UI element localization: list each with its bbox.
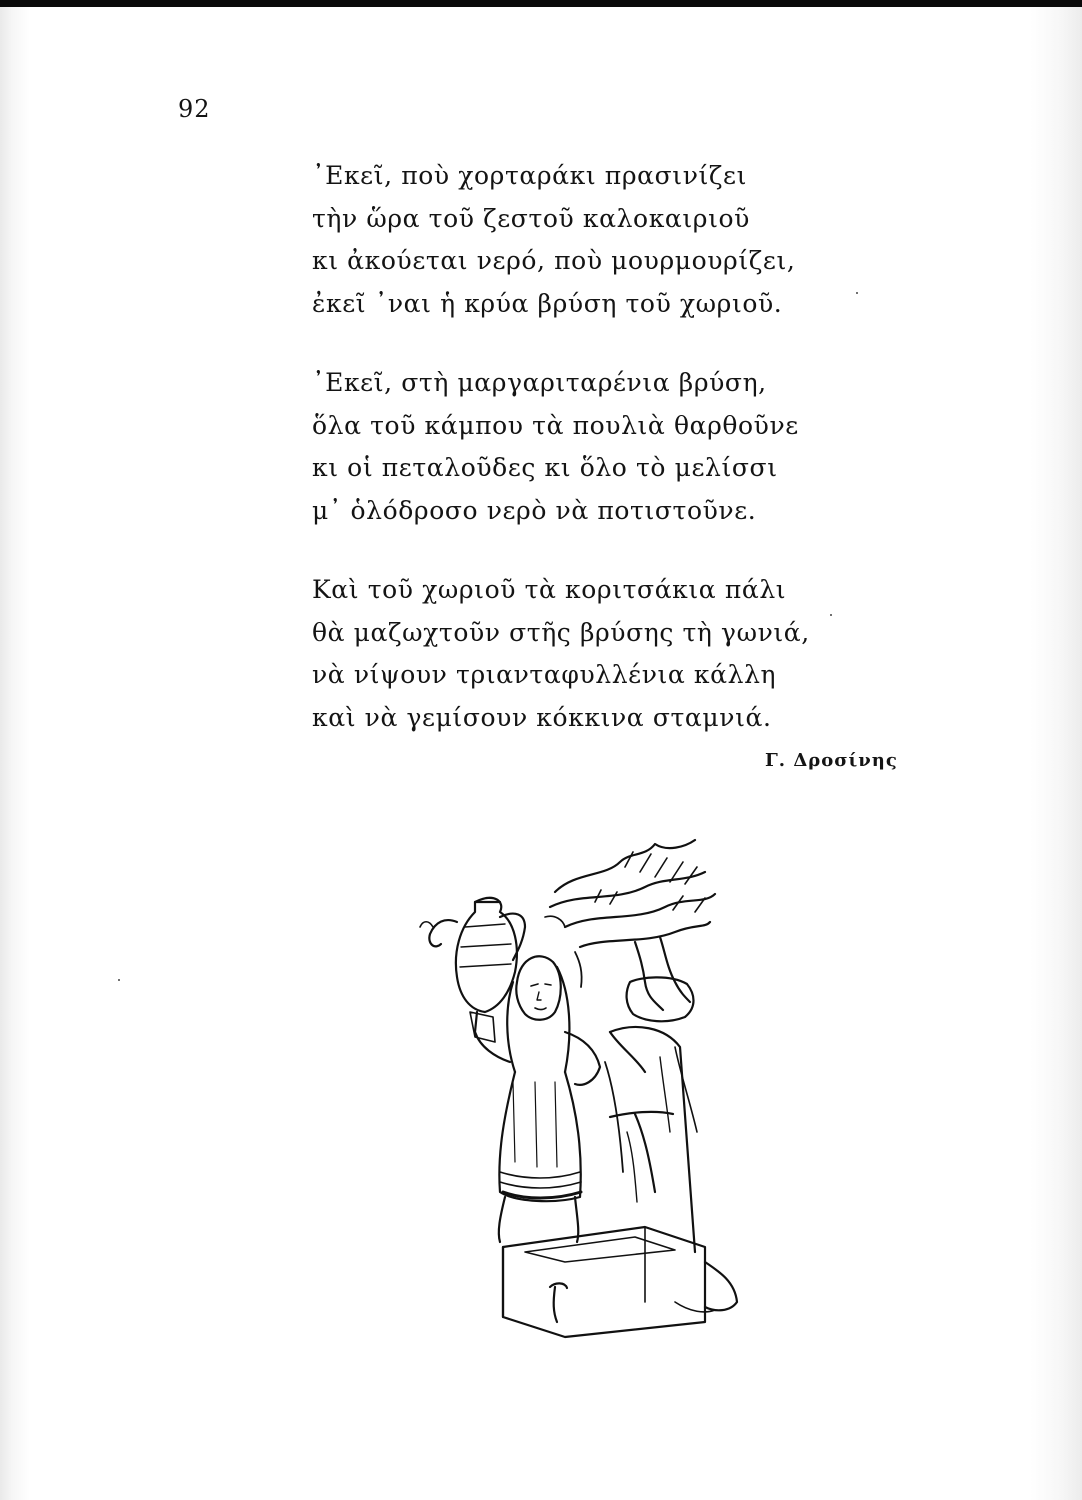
poem (312, 155, 872, 776)
poem-line: καὶ νὰ γεμίσουν κόκκινα σταμνιά. (312, 702, 772, 732)
poem-line: νὰ νίψουν τριανταφυλλένια κάλλη (312, 660, 777, 689)
poem-line: μ᾿ ὁλόδροσο νερὸ νὰ ποτιστοῦνε. (312, 495, 757, 525)
page-speck (830, 614, 832, 616)
fountain-icon (503, 977, 737, 1337)
page-speck (856, 292, 858, 294)
poem-line: τὴν ὥρα τοῦ ζεστοῦ καλοκαιριοῦ (312, 203, 750, 233)
top-border (0, 0, 1082, 7)
poem-line: κι οἱ πεταλοῦδες κι ὅλο τὸ μελίσσι (312, 453, 778, 482)
stanza-3 (312, 569, 872, 739)
poem-line: Καὶ τοῦ χωριοῦ τὰ κοριτσάκια πάλι (312, 575, 787, 604)
poem-line: ἐκεῖ ᾿ναι ἡ κρύα βρύση τοῦ χωριοῦ. (312, 288, 783, 318)
page-speck (118, 979, 120, 981)
page-number: 92 (178, 95, 211, 123)
stanza-2 (312, 362, 872, 532)
poem-line: κι ἀκούεται νερό, ποὺ μουρμουρίζει, (312, 246, 796, 275)
poem-line: ᾿Εκεῖ, στὴ μαργαριταρένια βρύση, (312, 368, 767, 397)
girl-icon (470, 956, 600, 1242)
poem-line: θὰ μαζωχτοῦν στῆς βρύσης τὴ γωνιά, (312, 617, 810, 647)
stanza-1 (312, 155, 872, 325)
poem-line: ᾿Εκεῖ, ποὺ χορταράκι πρασινίζει (312, 161, 747, 190)
girl-with-jug-at-fountain-illustration (405, 832, 765, 1352)
poem-line: ὅλα τοῦ κάμπου τὰ πουλιὰ θαρθοῦνε (312, 410, 799, 440)
poem-author: Γ. Δροσίνης (765, 750, 898, 771)
book-page (0, 7, 1082, 1500)
